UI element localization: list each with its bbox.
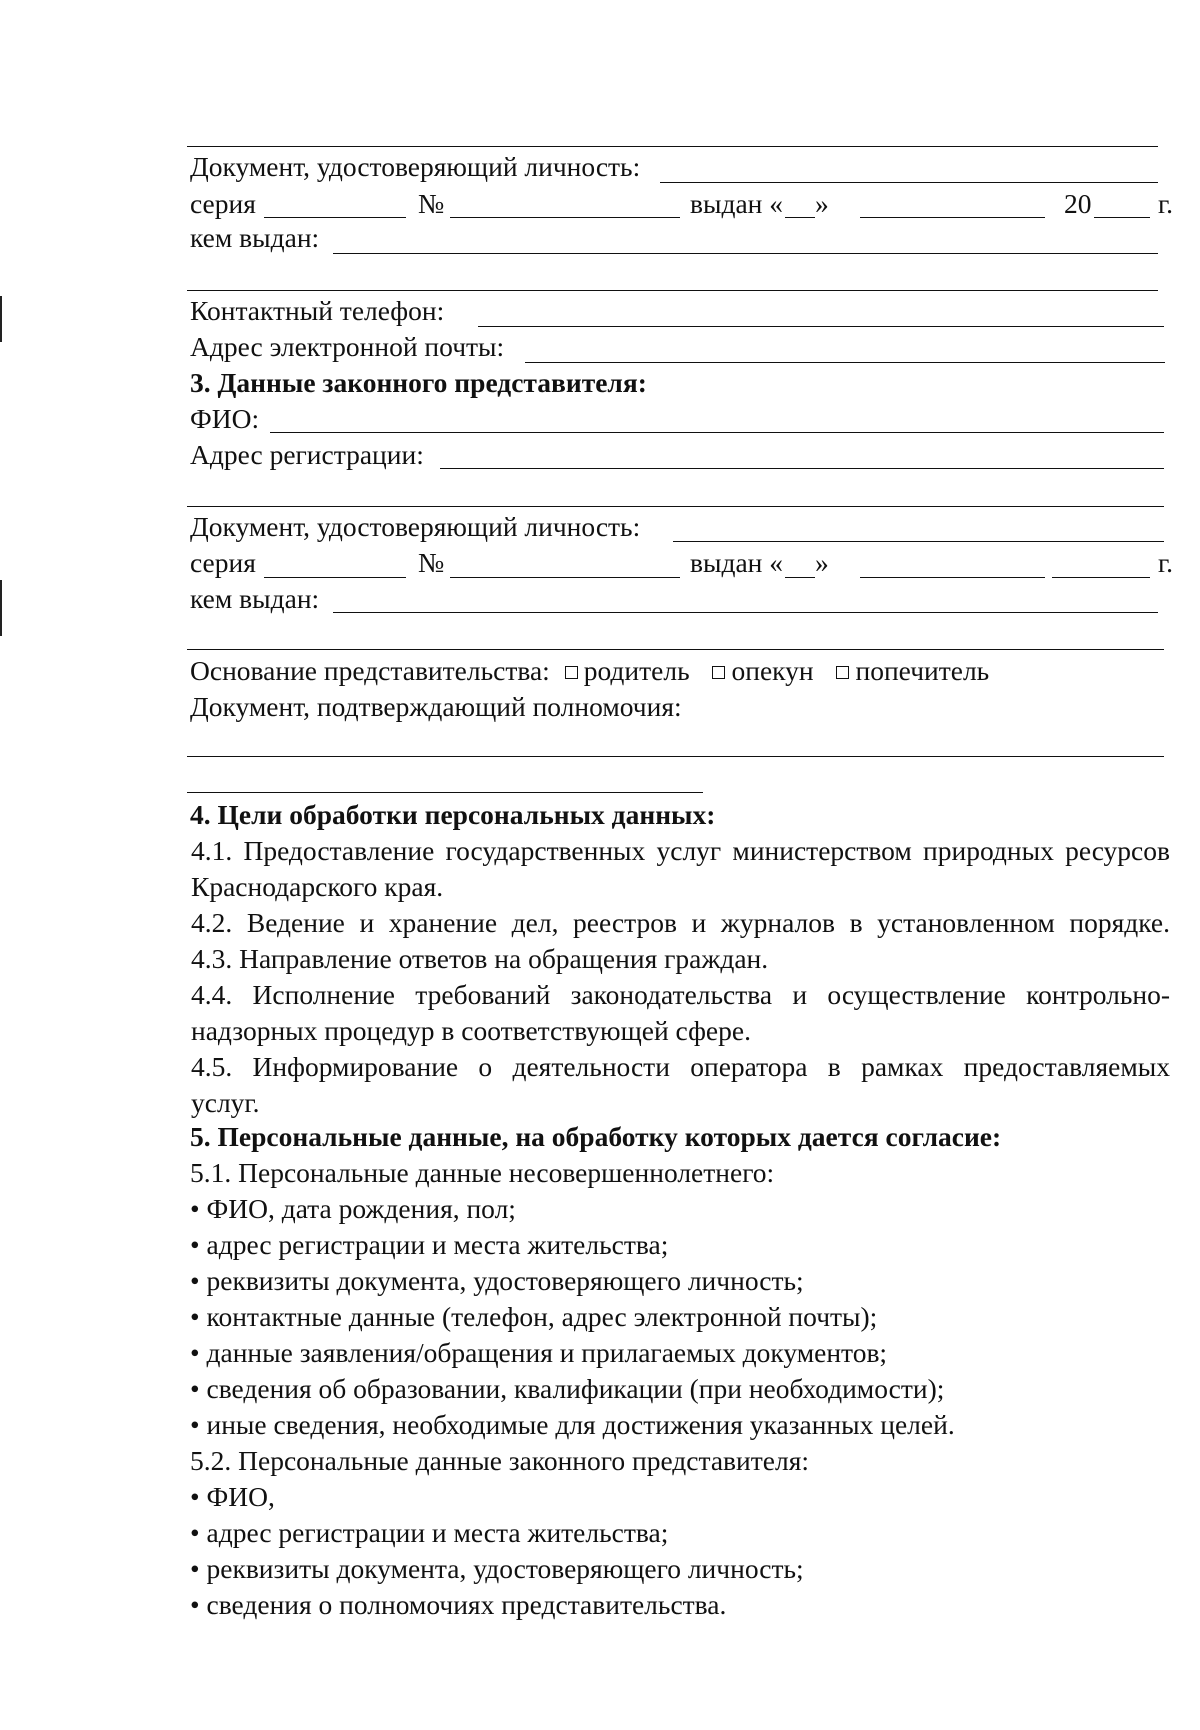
list-item: • ФИО, дата рождения, пол; [190,1193,516,1224]
checkbox-trustee-label: попечитель [855,655,990,686]
rep-issued-day-field[interactable] [785,577,815,578]
checkbox-guardian-label: опекун [731,655,814,686]
applicant-email-label: Адрес электронной почты: [190,331,505,362]
scan-edge-mark [0,296,2,342]
rep-fio-label: ФИО: [190,403,260,434]
checkbox-square-icon [565,666,578,679]
applicant-issued-day-field[interactable] [785,217,815,218]
applicant-issued-month-field[interactable] [860,217,1045,218]
list-item: • адрес регистрации и места жительства; [190,1517,669,1548]
applicant-series-field[interactable] [264,217,406,218]
applicant-issued-close: » [815,188,829,219]
rep-issued-year-field[interactable] [1052,577,1150,578]
list-item: • сведения об образовании, квалификации (при необходимости); [190,1373,945,1404]
rep-year-suffix: г. [1158,547,1174,578]
list-item: • иные сведения, необходимые для достижения указанных целей. [190,1409,955,1440]
rep-data-heading: 5.2. Персональные данные законного представителя: [190,1445,809,1476]
fill-line [187,146,1158,147]
rep-address-field[interactable] [440,468,1164,469]
rep-issued-by-label: кем выдан: [190,583,320,614]
section-3-heading: 3. Данные законного представителя: [190,367,647,398]
applicant-number-label: № [418,188,445,219]
rep-authority-doc-field[interactable] [187,756,1164,757]
list-item: • адрес регистрации и места жительства; [190,1229,669,1260]
applicant-issued-by-label: кем выдан: [190,222,320,253]
applicant-issued-label: выдан « [690,188,784,219]
checkbox-parent-label: родитель [583,655,690,686]
rep-series-field[interactable] [264,577,406,578]
purpose-line: 4.2. Ведение и хранение дел, реестров и журналов в установленном порядке. [191,907,1170,938]
list-item: • контактные данные (телефон, адрес электронной почты); [190,1301,878,1332]
purpose-line: надзорных процедур в соответствующей сфере. [191,1015,751,1046]
applicant-year-prefix: 20 [1064,188,1092,219]
purpose-line: 4.1. Предоставление государственных услуг министерством природных ресурсов [191,835,1170,866]
minor-data-heading: 5.1. Персональные данные несовершеннолетнего: [190,1157,775,1188]
rep-basis-row [190,654,989,688]
rep-issued-month-field[interactable] [860,577,1045,578]
rep-basis-label: Основание представительства: [190,655,550,686]
checkbox-square-icon [712,666,725,679]
checkbox-square-icon [836,666,849,679]
checkbox-guardian[interactable] [712,655,813,686]
purpose-line: услуг. [191,1087,260,1118]
applicant-issued-by-field[interactable] [333,253,1158,254]
checkbox-parent[interactable] [565,655,690,686]
section-4-heading: 4. Цели обработки персональных данных: [190,799,716,830]
rep-issued-label: выдан « [690,547,784,578]
rep-series-label: серия [190,547,256,578]
checkbox-trustee[interactable] [836,655,989,686]
applicant-phone-label: Контактный телефон: [190,295,445,326]
rep-doc-field[interactable] [673,541,1164,542]
list-item: • сведения о полномочиях представительства. [190,1589,727,1620]
purpose-line: Краснодарского края. [191,871,444,902]
rep-address-field-2[interactable] [187,506,1164,507]
applicant-phone-field[interactable] [478,326,1164,327]
rep-number-field[interactable] [450,577,680,578]
list-item: • реквизиты документа, удостоверяющего личность; [190,1265,804,1296]
applicant-doc-label: Документ, удостоверяющий личность: [190,151,641,182]
rep-fio-field[interactable] [270,432,1164,433]
rep-issued-close: » [815,547,829,578]
list-item: • данные заявления/обращения и прилагаемых документов; [190,1337,888,1368]
rep-authority-doc-field-2[interactable] [187,792,703,793]
rep-issued-by-field-2[interactable] [187,649,1164,650]
rep-number-label: № [418,547,445,578]
rep-doc-label: Документ, удостоверяющий личность: [190,511,641,542]
purpose-line: 4.4. Исполнение требований законодательства и осуществление контрольно- [191,979,1170,1010]
applicant-year-field[interactable] [1094,217,1150,218]
section-5-heading: 5. Персональные данные, на обработку которых дается согласие: [190,1121,1002,1152]
applicant-doc-field[interactable] [660,182,1158,183]
applicant-year-suffix: г. [1158,188,1174,219]
applicant-email-field[interactable] [525,362,1165,363]
purpose-line: 4.5. Информирование о деятельности оператора в рамках предоставляемых [191,1051,1170,1082]
scan-edge-mark [0,580,2,636]
list-item: • ФИО, [190,1481,275,1512]
rep-address-label: Адрес регистрации: [190,439,424,470]
applicant-number-field[interactable] [450,217,680,218]
applicant-issued-by-field-2[interactable] [187,290,1158,291]
rep-authority-doc-label: Документ, подтверждающий полномочия: [190,691,682,722]
rep-issued-by-field[interactable] [333,612,1158,613]
purpose-line: 4.3. Направление ответов на обращения граждан. [191,943,769,974]
list-item: • реквизиты документа, удостоверяющего личность; [190,1553,804,1584]
applicant-series-label: серия [190,188,256,219]
